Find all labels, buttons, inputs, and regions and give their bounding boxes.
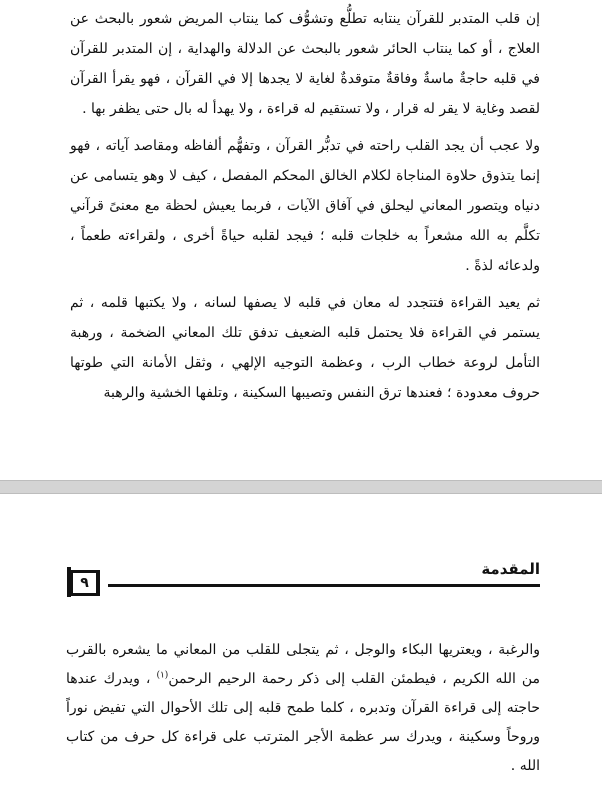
bottom-page [0, 494, 602, 800]
running-header [70, 560, 540, 600]
paragraph-text-part-2: ، ويدرك عندها حاجته إلى قراءة القرآن وتدبره ، كلما طمح قلبه إلى تلك الأحوال التي تفيض نوراً وروحاً وسكينة ، ويدرك سر عظمة الأجر المترتب على قراءة كل حرف من كتاب الله . [66, 671, 540, 774]
page-number-text: ٩ [80, 575, 89, 591]
bottom-page-body [66, 636, 540, 781]
paragraph-3: ثم يعيد القراءة فتتجدد له معان في قلبه لا يصفها لسانه ، ولا يكتبها قلمه ، ثم يستمر في القراءة فلا يحتمل قلبه الضعيف تدفق تلك المعاني الضخمة ، ورهبة التأمل لروعة خطاب الرب ، وعظمة التوجيه الإلهي ، وثقل الأمانة التي طوتها حروف معدودة ؛ فعندها ترق النفس وتصيبها السكينة ، وتلفها الخشية والرهبة [70, 295, 540, 401]
paragraph-continuation [66, 636, 540, 781]
page-separator [0, 480, 602, 494]
header-rule [108, 584, 540, 587]
paragraph-2: ولا عجب أن يجد القلب راحته في تدبُّر القرآن ، وتفهُّم ألفاظه ومقاصد آياته ، فهو إنما يتذوق حلاوة المناجاة لكلام الخالق المحكم المفصل ، كيف لا وهو يتسامى عن دنياه ويتصور المعاني ليحلق في آفاق الآيات ، فربما يعيش لحظة مع معنىً قرآني تكلَّم به الله مشعراً به خلجات قلبه ؛ فيجد لقلبه حياةً أخرى ، ولقراءته طعماً ، ولدعائه لذةً . [70, 138, 540, 274]
page-number [70, 570, 100, 596]
top-page-body [70, 4, 540, 408]
paragraph-1: إن قلب المتدبر للقرآن ينتابه تطلُّع وتشوُّف كما ينتاب المريض شعور بالبحث عن العلاج ، أو كما ينتاب الحائر شعور بالبحث عن الدلالة والهداية ، إن المتدبر للقرآن في قلبه حاجةٌ ماسةٌ وفاقةٌ متوقدةٌ لغاية لا يجدها إلا في القرآن ، فهو يقرأ القرآن لقصد وغاية لا يقر له قرار ، ولا تستقيم له قراءة ، ولا يهدأ له بال حتى يظفر بها . [70, 11, 540, 117]
chapter-title: المقدمة [481, 560, 540, 578]
paragraph-text-part-1: والرغبة ، ويعتريها البكاء والوجل ، ثم يتجلى للقلب من المعاني ما يشعره بالقرب من الله الكريم ، فيطمئن القلب إلى ذكر رحمة الرحيم الرحمن [66, 642, 541, 687]
footnote-reference[interactable]: (١) [156, 670, 169, 681]
